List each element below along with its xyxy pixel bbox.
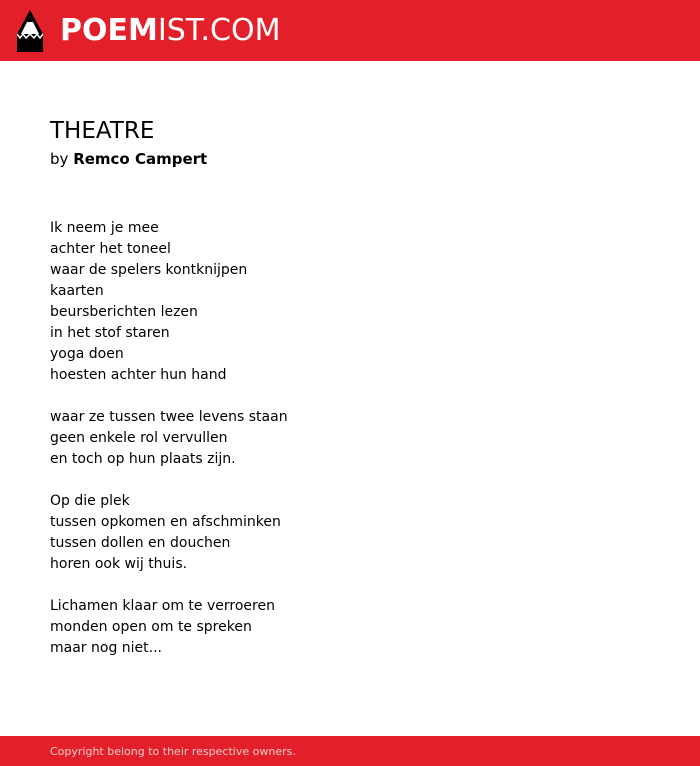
poem-line: maar nog niet... bbox=[50, 640, 162, 656]
poem-stanza bbox=[50, 596, 650, 659]
poem-line: in het stof staren bbox=[50, 325, 170, 341]
poem-line: Ik neem je mee bbox=[50, 220, 159, 236]
poem-stanza bbox=[50, 407, 650, 470]
poem-line: tussen dollen en douchen bbox=[50, 535, 231, 551]
poem-line: hoesten achter hun hand bbox=[50, 367, 227, 383]
poem-author: Remco Campert bbox=[73, 150, 208, 168]
poem-line: kaarten bbox=[50, 283, 104, 299]
poem-line: waar ze tussen twee levens staan bbox=[50, 409, 288, 425]
site-logo-text bbox=[60, 12, 281, 48]
site-header bbox=[0, 0, 700, 61]
poem-line: beursberichten lezen bbox=[50, 304, 198, 320]
copyright-notice: Copyright belong to their respective owners. bbox=[50, 744, 296, 758]
byline-prefix: by bbox=[50, 150, 69, 168]
poem-title: THEATRE bbox=[50, 118, 155, 144]
poem-line: geen enkele rol vervullen bbox=[50, 430, 228, 446]
poem-line: horen ook wij thuis. bbox=[50, 556, 188, 572]
poem-line: achter het toneel bbox=[50, 241, 171, 257]
poem-stanza bbox=[50, 218, 650, 386]
pencil-icon bbox=[17, 10, 43, 52]
poem-line: monden open om te spreken bbox=[50, 619, 252, 635]
poem-line: en toch op hun plaats zijn. bbox=[50, 451, 236, 467]
poem-line: waar de spelers kontknijpen bbox=[50, 262, 248, 278]
site-logo-link[interactable] bbox=[17, 10, 280, 52]
poem-line: Lichamen klaar om te verroeren bbox=[50, 598, 275, 614]
site-footer bbox=[0, 736, 700, 766]
poem-byline bbox=[50, 149, 650, 169]
poem-body bbox=[50, 218, 650, 659]
poem-line: Op die plek bbox=[50, 493, 130, 509]
poem-line: tussen opkomen en afschminken bbox=[50, 514, 281, 530]
poem-line: yoga doen bbox=[50, 346, 124, 362]
logo-text-light: IST.COM bbox=[157, 12, 281, 48]
poem-stanza bbox=[50, 491, 650, 575]
logo-text-bold: POEM bbox=[60, 12, 158, 48]
poem-content bbox=[50, 116, 650, 659]
